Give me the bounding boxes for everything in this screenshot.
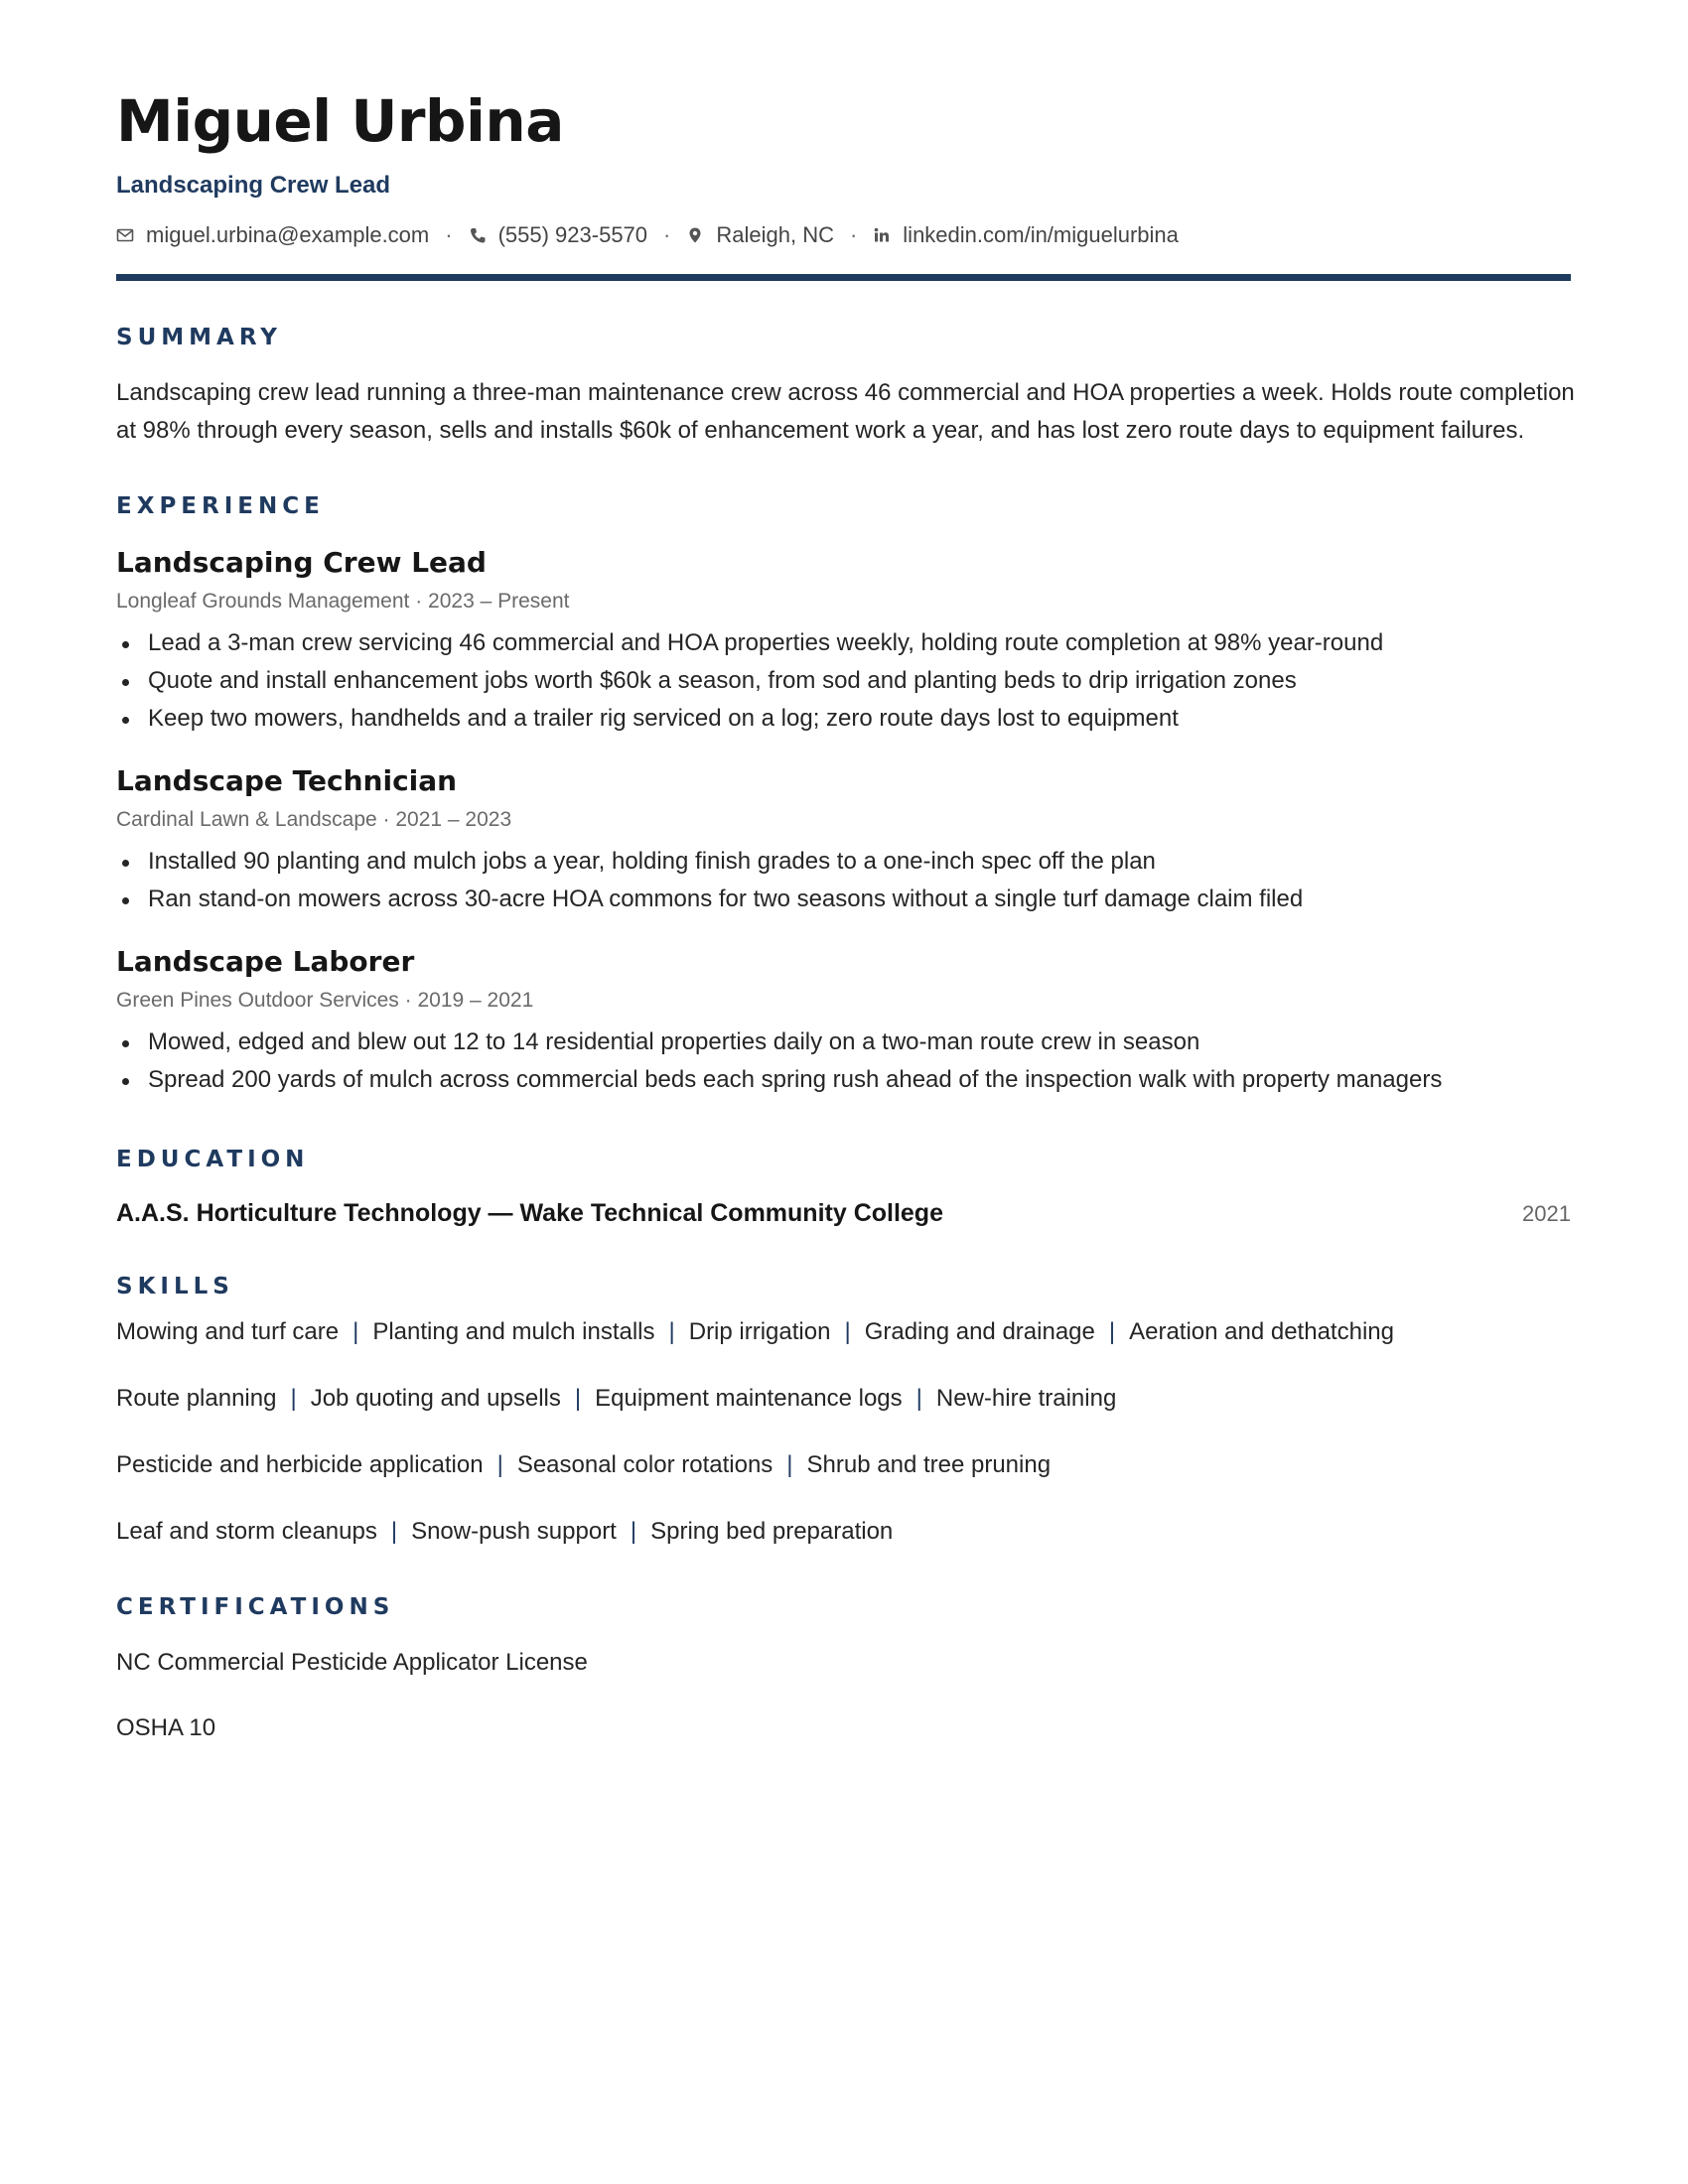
skill-item: Seasonal color rotations: [516, 1451, 774, 1478]
skill-item: Pesticide and herbicide application: [116, 1451, 484, 1478]
contact-separator: ·: [663, 222, 671, 247]
list-item: Mowed, edged and blew out 12 to 14 residential properties daily on a two-man route crew in season: [116, 1024, 1571, 1061]
skills-row: [116, 1515, 1571, 1549]
list-item: Installed 90 planting and mulch jobs a year, holding finish grades to a one-inch spec off the plan: [116, 843, 1571, 881]
education-section: [116, 1145, 1571, 1230]
skill-item: Aeration and dethatching: [1129, 1318, 1394, 1345]
skills-section: [116, 1272, 1571, 1549]
skills-row: [116, 1315, 1571, 1349]
contact-email[interactable]: [116, 220, 429, 250]
skills-row: [116, 1448, 1571, 1482]
certifications-list: [116, 1646, 1571, 1745]
map-pin-icon: [686, 226, 704, 244]
education-entry: [116, 1196, 1571, 1230]
contact-line: [116, 220, 1571, 250]
phone-text: (555) 923-5570: [497, 222, 648, 247]
skill-item: Job quoting and upsells: [310, 1385, 561, 1412]
job-title: Landscape Technician: [116, 764, 458, 797]
skill-item: Grading and drainage: [864, 1318, 1095, 1345]
job-title: Landscaping Crew Lead: [116, 546, 487, 579]
job-meta: Longleaf Grounds Management · 2023 – Present: [116, 590, 570, 613]
section-title: SUMMARY: [116, 325, 282, 350]
phone-icon: [469, 226, 487, 244]
certification-item: OSHA 10: [116, 1714, 216, 1741]
section-title: EXPERIENCE: [116, 493, 325, 519]
skill-separator: |: [630, 1518, 637, 1545]
skill-item: New-hire training: [935, 1385, 1117, 1412]
section-title: SKILLS: [116, 1274, 234, 1299]
skill-item: Leaf and storm cleanups: [116, 1518, 377, 1545]
envelope-icon: [116, 226, 134, 244]
experience-section: [116, 491, 1571, 1099]
skill-separator: |: [390, 1518, 398, 1545]
contact-separator: ·: [445, 222, 453, 247]
certification-item: NC Commercial Pesticide Applicator License: [116, 1649, 588, 1676]
job-title: Landscape Laborer: [116, 945, 415, 978]
summary-section: [116, 323, 1575, 450]
candidate-name: Miguel Urbina: [116, 87, 564, 155]
resume-header: [116, 85, 1571, 281]
job-meta: Cardinal Lawn & Landscape · 2021 – 2023: [116, 808, 512, 831]
location-text: Raleigh, NC: [716, 222, 834, 247]
contact-linkedin[interactable]: [873, 220, 1179, 250]
skill-item: Route planning: [116, 1385, 277, 1412]
certifications-section: [116, 1592, 1571, 1745]
email-text: miguel.urbina@example.com: [146, 222, 430, 247]
skill-separator: |: [496, 1451, 503, 1478]
section-title: CERTIFICATIONS: [116, 1594, 395, 1620]
job-bullets: [116, 1024, 1571, 1099]
skill-separator: |: [668, 1318, 675, 1345]
skill-item: Shrub and tree pruning: [806, 1451, 1052, 1478]
header-divider: [116, 274, 1571, 281]
skill-item: Snow-push support: [411, 1518, 617, 1545]
skill-separator: |: [786, 1451, 793, 1478]
skills-row: [116, 1382, 1571, 1416]
list-item: Quote and install enhancement jobs worth $60k a season, from sod and planting beds to drip irrigation zones: [116, 662, 1571, 700]
list-item: Ran stand-on mowers across 30-acre HOA commons for two seasons without a single turf damage claim filed: [116, 881, 1571, 918]
skill-item: Planting and mulch installs: [372, 1318, 655, 1345]
skill-separator: |: [290, 1385, 297, 1412]
candidate-role: Landscaping Crew Lead: [116, 172, 391, 199]
education-degree: A.A.S. Horticulture Technology — Wake Technical Community College: [116, 1199, 943, 1227]
list-item: Lead a 3-man crew servicing 46 commercial and HOA properties weekly, holding route completion at 98% year-round: [116, 624, 1571, 662]
job-bullets: [116, 624, 1571, 738]
skill-item: Drip irrigation: [688, 1318, 831, 1345]
job-bullets: [116, 843, 1571, 918]
list-item: Spread 200 yards of mulch across commercial beds each spring rush ahead of the inspection walk with property managers: [116, 1061, 1571, 1099]
education-year: 2021: [1522, 1201, 1571, 1226]
job-entry: [116, 545, 1571, 738]
contact-location: [686, 220, 834, 250]
skills-list: [116, 1315, 1571, 1549]
summary-text: Landscaping crew lead running a three-man maintenance crew across 46 commercial and HOA properties a week. Holds route completion at 98% through every season, sells and installs $60k of enhancement work a year, and has lost zero route days to equipment failures.: [116, 379, 1575, 444]
list-item: Keep two mowers, handhelds and a trailer rig serviced on a log; zero route days lost to equipment: [116, 700, 1571, 738]
skill-item: Spring bed preparation: [650, 1518, 894, 1545]
skill-separator: |: [574, 1385, 582, 1412]
linkedin-icon: [873, 226, 891, 244]
skill-separator: |: [915, 1385, 922, 1412]
section-title: EDUCATION: [116, 1147, 310, 1172]
skill-item: Mowing and turf care: [116, 1318, 340, 1345]
contact-separator: ·: [849, 222, 858, 247]
job-entry: [116, 763, 1571, 918]
skill-separator: |: [844, 1318, 851, 1345]
skill-separator: |: [1108, 1318, 1116, 1345]
contact-phone[interactable]: [469, 220, 647, 250]
job-meta: Green Pines Outdoor Services · 2019 – 2021: [116, 989, 534, 1012]
job-entry: [116, 944, 1571, 1099]
skill-item: Equipment maintenance logs: [595, 1385, 903, 1412]
skill-separator: |: [352, 1318, 359, 1345]
linkedin-text: linkedin.com/in/miguelurbina: [903, 222, 1179, 247]
